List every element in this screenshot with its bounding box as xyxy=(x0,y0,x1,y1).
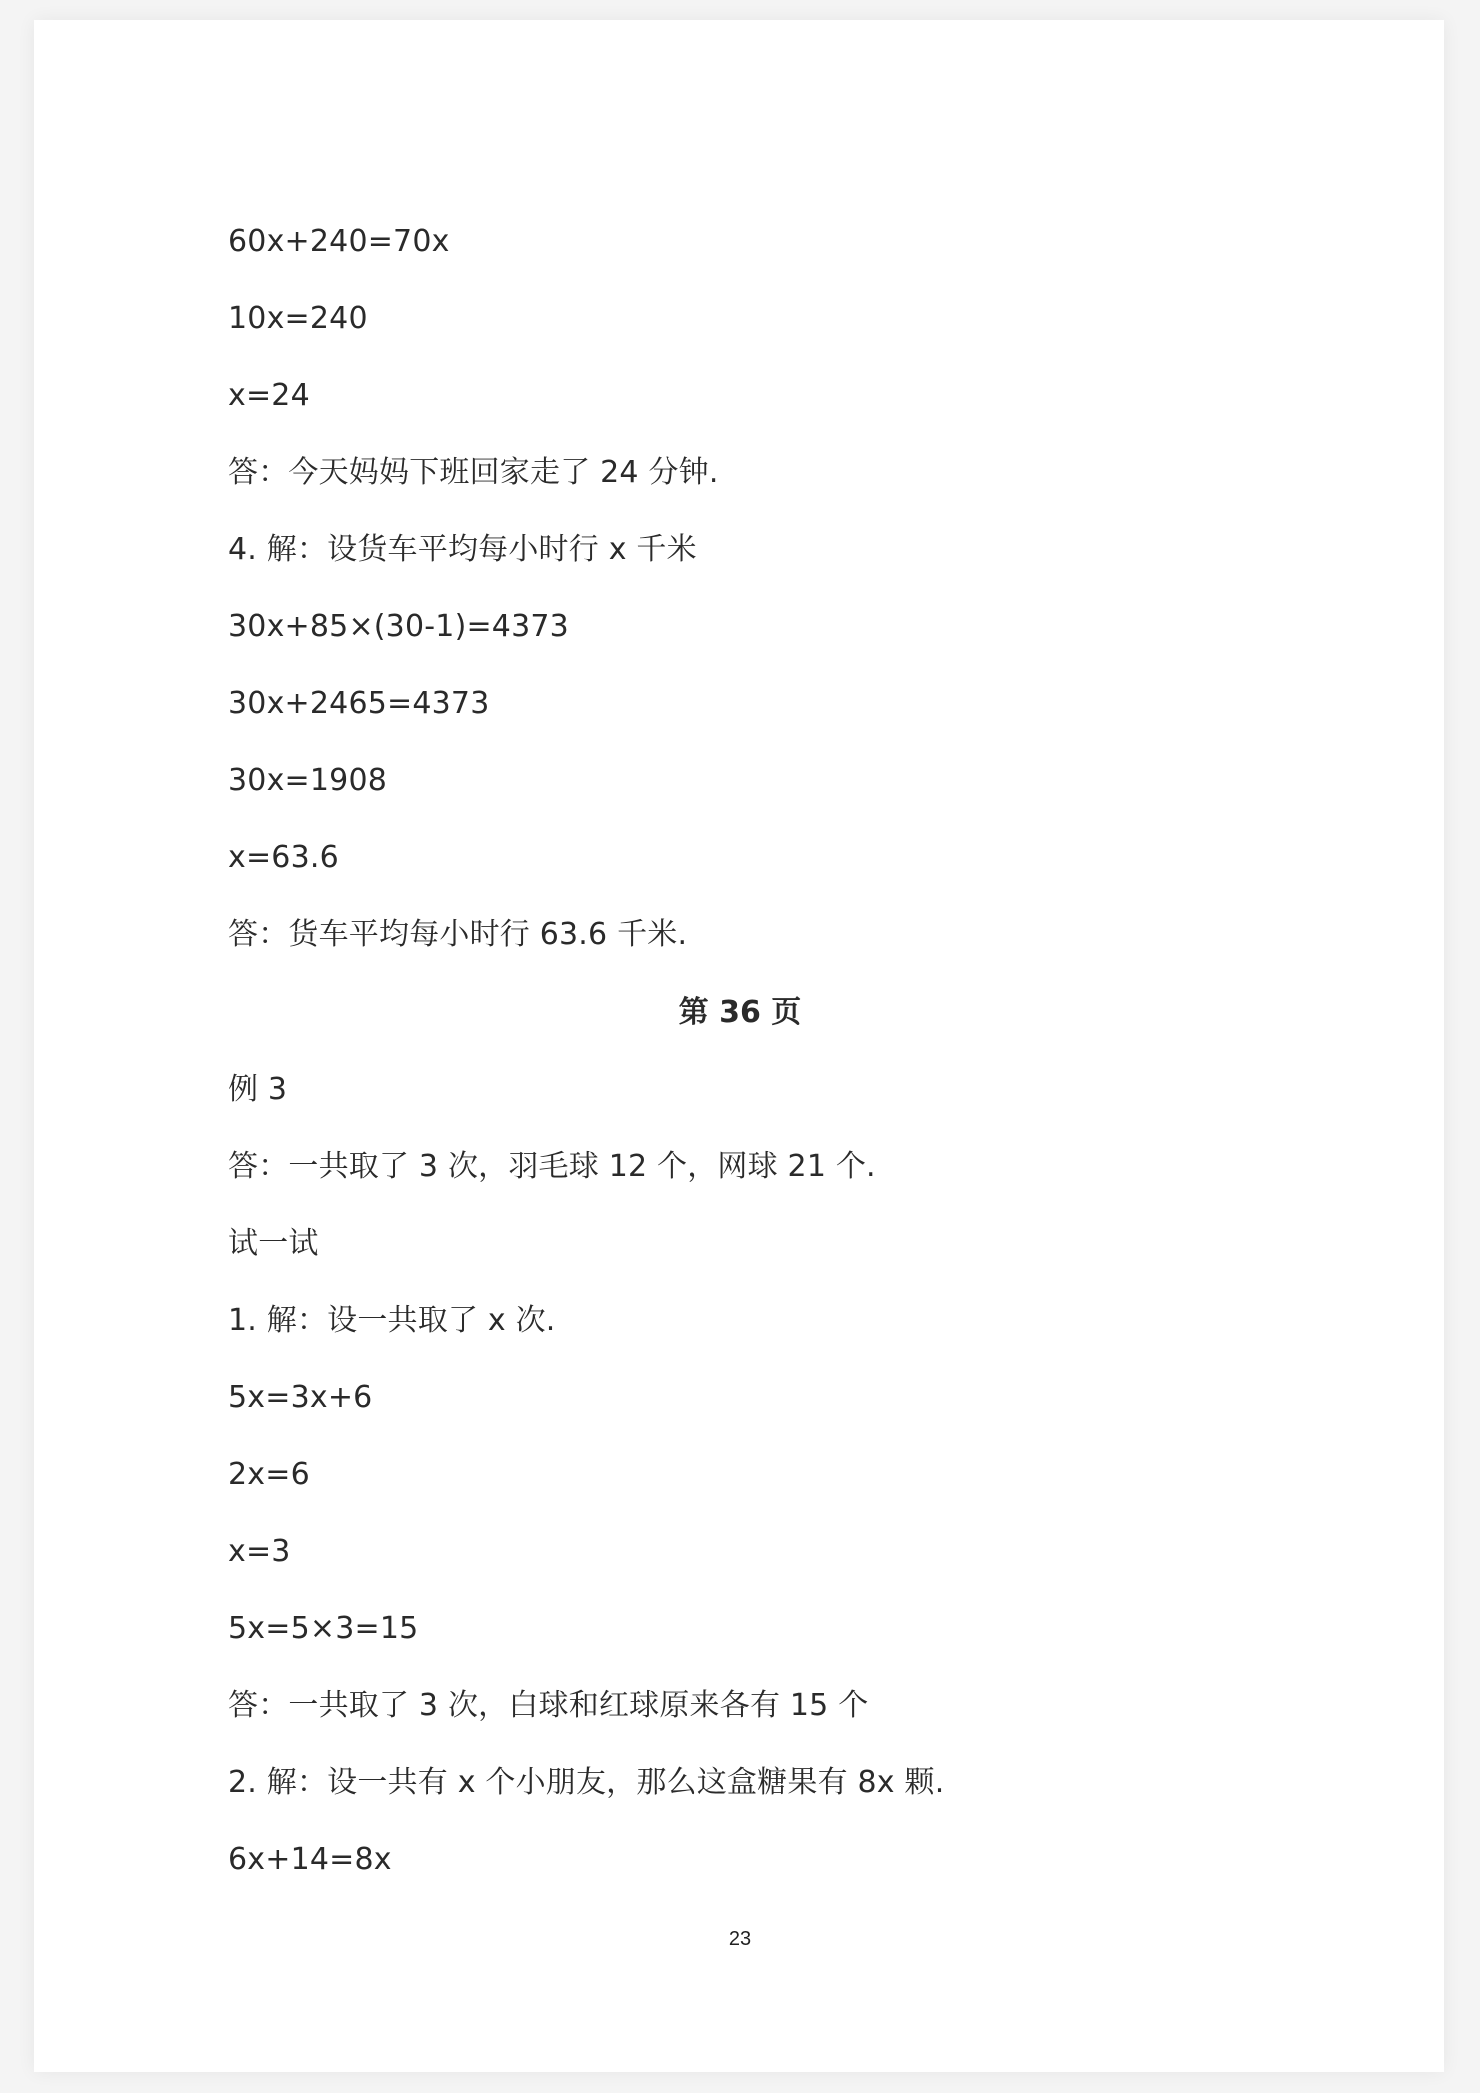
equation-line: 5x=5×3=15 xyxy=(228,1611,419,1646)
equation-line: x=24 xyxy=(228,378,310,413)
solution-line: 4. 解：设货车平均每小时行 x 千米 xyxy=(228,532,697,567)
example-label: 例 3 xyxy=(228,1072,288,1107)
equation-line: 10x=240 xyxy=(228,301,368,336)
equation-line: 6x+14=8x xyxy=(228,1842,392,1877)
equation-line: 30x+85×(30-1)=4373 xyxy=(228,609,569,644)
equation-line: x=63.6 xyxy=(228,840,339,875)
answer-line: 答：一共取了 3 次，羽毛球 12 个，网球 21 个. xyxy=(228,1149,876,1184)
answer-line: 答：一共取了 3 次，白球和红球原来各有 15 个 xyxy=(228,1688,869,1723)
equation-line: 60x+240=70x xyxy=(228,224,450,259)
solution-line: 1. 解：设一共取了 x 次. xyxy=(228,1303,556,1338)
equation-line: 30x+2465=4373 xyxy=(228,686,490,721)
answer-line: 答：货车平均每小时行 63.6 千米. xyxy=(228,917,688,952)
equation-line: x=3 xyxy=(228,1534,291,1569)
page-number: 23 xyxy=(728,1928,752,1950)
section-heading: 第 36 页 xyxy=(678,995,802,1030)
equation-line: 2x=6 xyxy=(228,1457,310,1492)
equation-line: 30x=1908 xyxy=(228,763,388,798)
solution-line: 2. 解：设一共有 x 个小朋友，那么这盒糖果有 8x 颗. xyxy=(228,1765,945,1800)
answer-line: 答：今天妈妈下班回家走了 24 分钟. xyxy=(228,455,719,490)
subsection-label: 试一试 xyxy=(228,1226,319,1261)
equation-line: 5x=3x+6 xyxy=(228,1380,373,1415)
